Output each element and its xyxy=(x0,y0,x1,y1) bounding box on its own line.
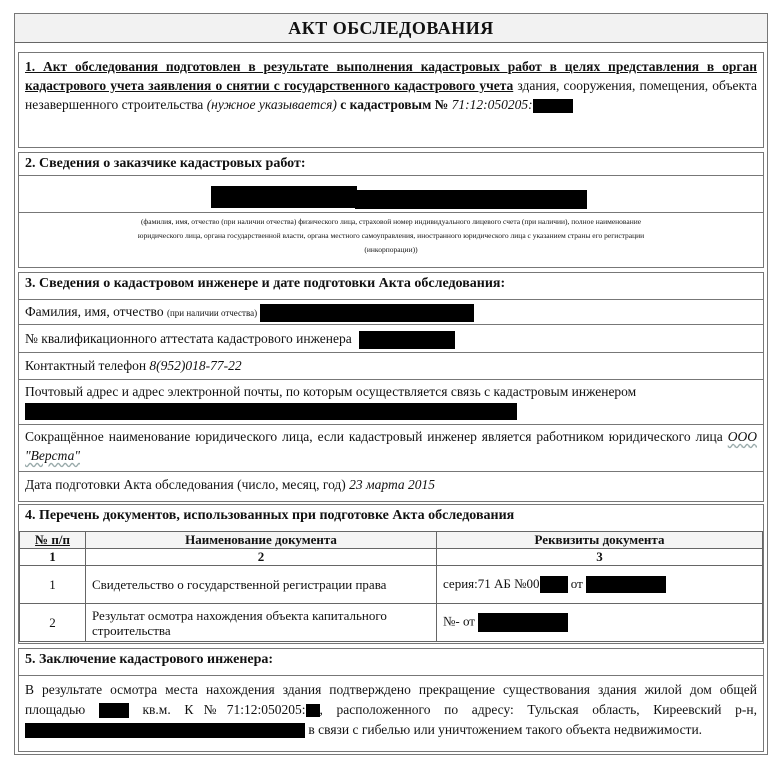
document-name: Результат осмотра нахождения объекта капитального строительства xyxy=(86,604,437,642)
section-1-bold-text: 1. Акт обследования подготовлен в результате выполнения кадастровых работ в целях представления в орган кадастрового учета заявления о снятии с государственного кадастрового учета xyxy=(25,59,757,93)
table-header-row xyxy=(20,532,763,549)
section-2 xyxy=(18,152,764,268)
requisites-date-label: от xyxy=(570,575,583,591)
redaction-block xyxy=(25,403,517,420)
certificate-label: № квалификационного аттестата кадастрового инженера xyxy=(25,331,352,346)
document-requisites xyxy=(437,566,763,604)
section-1-object-types: здания, сооружения, помещения, объекта незавершенного строительства xyxy=(25,78,757,112)
date-value: 23 марта 2015 xyxy=(349,477,436,492)
document-title: АКТ ОБСЛЕДОВАНИЯ xyxy=(15,14,767,43)
column-header-document-name: Наименование документа xyxy=(86,532,437,549)
requisites-text: №- от xyxy=(443,613,475,629)
section-2-header: 2. Сведения о заказчике кадастровых работ: xyxy=(25,156,306,171)
conclusion-part-a: В результате осмотра места нахождения здания подтверждено прекращение существования здания жилой дом xyxy=(25,682,712,697)
section-1 xyxy=(18,52,764,148)
organization-row xyxy=(19,425,763,472)
section-2-note-line-2: юридического лица, органа государственной власти, органа местного самоуправления, иностранного юридического лица с указанием страны его регистрации xyxy=(137,231,645,240)
redaction-block xyxy=(478,613,568,632)
organization-label: Сокращённое наименование юридического лица, если кадастровый инженер является работником юридического лица xyxy=(25,429,723,444)
column-number-2: 2 xyxy=(86,549,437,566)
redaction-block xyxy=(540,576,568,593)
redaction-block xyxy=(211,186,357,208)
date-row xyxy=(19,472,763,497)
engineer-name-row xyxy=(19,300,763,325)
section-1-cadastral-number: 71:12:050205: xyxy=(451,97,533,112)
section-4-header: 4. Перечень документов, использованных при подготовке Акта обследования xyxy=(25,508,515,523)
engineer-name-note: (при наличии отчества) xyxy=(166,308,258,318)
conclusion-part-e: в связи с гибелью или уничтожением такого объекта недвижимости. xyxy=(308,722,703,737)
section-4 xyxy=(18,504,764,644)
row-number: 2 xyxy=(20,604,86,642)
documents-table xyxy=(19,531,763,642)
address-label: Почтовый адрес и адрес электронной почты, по которым осуществляется связь с кадастровым инженером xyxy=(25,384,637,399)
engineer-name-label: Фамилия, имя, отчество xyxy=(25,304,164,319)
document-name: Свидетельство о государственной регистрации права xyxy=(86,566,437,604)
document-sheet xyxy=(14,13,768,755)
section-2-note xyxy=(19,213,763,257)
redaction-block xyxy=(25,723,305,738)
redaction-block xyxy=(359,331,455,349)
date-label: Дата подготовки Акта обследования (число, месяц, год) xyxy=(25,477,346,492)
redaction-block xyxy=(355,190,587,209)
redaction-block xyxy=(260,304,474,322)
table-row xyxy=(20,604,763,642)
column-header-number: № п/п xyxy=(20,532,86,549)
customer-name-field xyxy=(19,175,763,213)
certificate-row xyxy=(19,325,763,353)
phone-row xyxy=(19,353,763,380)
section-5-header: 5. Заключение кадастрового инженера: xyxy=(19,649,763,676)
row-number: 1 xyxy=(20,566,86,604)
section-1-cadastral-label: с кадастровым № xyxy=(340,97,449,112)
section-3-header: 3. Сведения о кадастровом инженере и дате подготовки Акта обследования: xyxy=(19,273,763,300)
conclusion-part-b: общей площадью xyxy=(25,682,757,717)
table-row xyxy=(20,566,763,604)
phone-label: Контактный телефон xyxy=(25,358,147,373)
table-column-numbers-row xyxy=(20,549,763,566)
organization-value: ООО "Верста" xyxy=(25,429,757,463)
column-number-3: 3 xyxy=(437,549,763,566)
phone-value: 8(952)018-77-22 xyxy=(149,358,242,373)
redaction-block xyxy=(533,99,573,113)
redaction-block xyxy=(586,576,666,593)
column-number-1: 1 xyxy=(20,549,86,566)
section-2-note-line-1: (фамилия, имя, отчество (при наличии отчества) физического лица, страховой номер индивидуального лицевого счета (при наличии), полное наименование xyxy=(140,217,642,226)
column-header-requisites: Реквизиты документа xyxy=(437,532,763,549)
redaction-block xyxy=(99,703,129,718)
conclusion-part-c: кв.м. К№71:12:050205: xyxy=(142,702,306,717)
section-1-note: (нужное указывается) xyxy=(206,97,337,112)
conclusion-part-d: , расположенного по адресу: Тульская область, Киреевский р-н, xyxy=(319,702,758,717)
section-2-note-line-3: (инкорпорации)) xyxy=(364,245,418,254)
address-row xyxy=(19,380,763,425)
conclusion-text xyxy=(19,676,763,740)
section-5 xyxy=(18,648,764,752)
section-1-text xyxy=(19,53,763,114)
requisites-text: серия:71 АБ №00 xyxy=(443,575,540,591)
document-requisites xyxy=(437,604,763,642)
redaction-block xyxy=(306,704,320,717)
section-3 xyxy=(18,272,764,502)
